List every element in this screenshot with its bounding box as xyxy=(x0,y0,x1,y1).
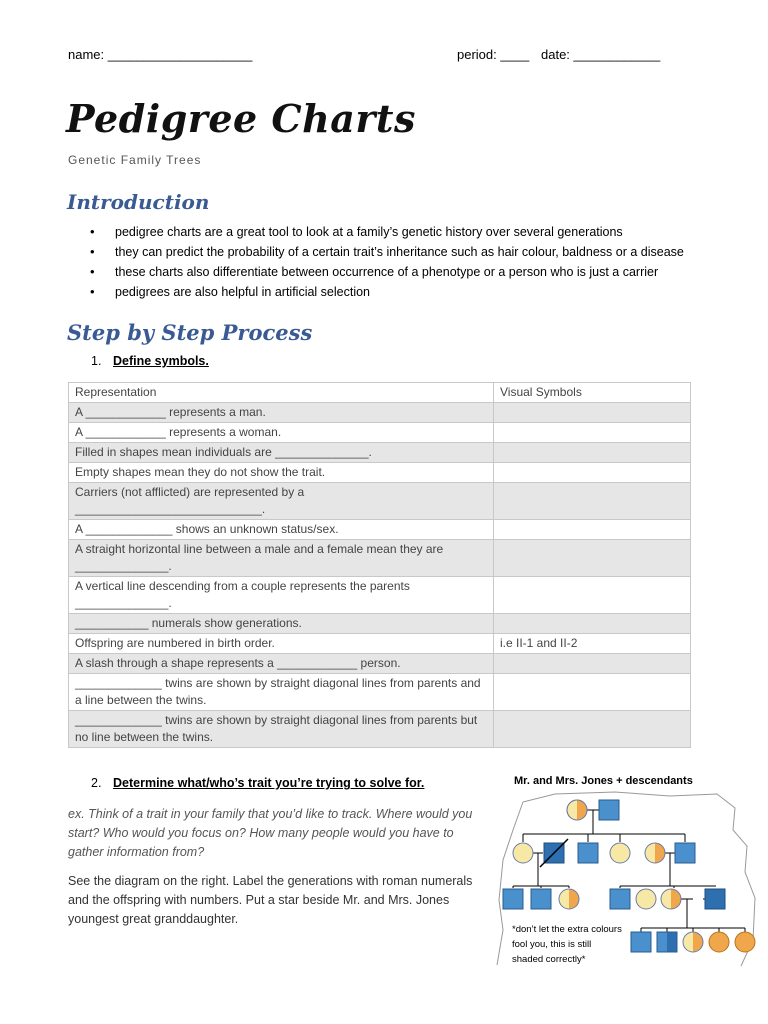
table-cell xyxy=(494,614,691,634)
table-row xyxy=(69,711,691,748)
gen3-male xyxy=(503,889,523,909)
gen2-female-carrier xyxy=(645,843,665,863)
gen2-male xyxy=(675,843,695,863)
gen1-male xyxy=(599,800,619,820)
gen4-female-affected xyxy=(709,932,729,952)
table-cell: i.e II-1 and II-2 xyxy=(494,634,691,654)
intro-bullet-list xyxy=(90,222,684,302)
name-field[interactable]: name: ____________________ xyxy=(68,47,253,62)
table-cell xyxy=(494,443,691,463)
list-item: • pedigree charts are a great tool to look at a family’s genetic history over several generations xyxy=(90,222,684,242)
step-number: 1. xyxy=(91,354,102,368)
table-cell: A vertical line descending from a couple represents the parents ______________. xyxy=(69,577,494,614)
table-cell: Empty shapes mean they do not show the trait. xyxy=(69,463,494,483)
table-cell: Offspring are numbered in birth order. xyxy=(69,634,494,654)
date-field[interactable]: date: ____________ xyxy=(541,47,661,62)
table-cell xyxy=(494,463,691,483)
gen1-female-carrier xyxy=(567,800,587,820)
list-item: • they can predict the probability of a certain trait’s inheritance such as hair colour, baldness or a disease xyxy=(90,242,684,262)
table-cell: A straight horizontal line between a male and a female mean they are ______________. xyxy=(69,540,494,577)
step-number: 2. xyxy=(91,776,102,790)
gen4-female-affected xyxy=(735,932,755,952)
step-text: Determine what/who’s trait you’re trying to solve for. xyxy=(113,776,425,790)
table-cell: _____________ twins are shown by straight diagonal lines from parents but no line between the twins. xyxy=(69,711,494,748)
symbols-table xyxy=(68,382,691,748)
table-row xyxy=(69,403,691,423)
table-row xyxy=(69,614,691,634)
table-cell xyxy=(494,483,691,520)
gen3-female xyxy=(636,889,656,909)
step-text: Define symbols. xyxy=(113,354,209,368)
table-cell: A ____________ represents a woman. xyxy=(69,423,494,443)
table-cell xyxy=(494,403,691,423)
table-cell: A slash through a shape represents a ____________ person. xyxy=(69,654,494,674)
diagram-note: *don’t let the extra colours fool you, this is still shaded correctly* xyxy=(512,924,622,965)
table-row xyxy=(69,520,691,540)
table-cell: Filled in shapes mean individuals are ______________. xyxy=(69,443,494,463)
table-row xyxy=(69,423,691,443)
table-row xyxy=(69,634,691,654)
gen4-female-carrier xyxy=(683,932,703,952)
table-row xyxy=(69,540,691,577)
table-cell: ___________ numerals show generations. xyxy=(69,614,494,634)
gen3-female-carrier xyxy=(661,889,681,909)
table-row xyxy=(69,674,691,711)
process-heading: Step by Step Process xyxy=(67,320,313,345)
page-subtitle: Genetic Family Trees xyxy=(68,153,202,167)
gen3-female-carrier xyxy=(559,889,579,909)
table-cell xyxy=(494,577,691,614)
gen3-male xyxy=(610,889,630,909)
table-cell xyxy=(494,654,691,674)
table-header-visual-symbols: Visual Symbols xyxy=(494,383,691,403)
step-1-heading xyxy=(91,354,209,368)
example-paragraph: ex. Think of a trait in your family that you’d like to track. Where would you start? Who would you focus on? How many people would you have to gather information from? xyxy=(68,807,473,859)
list-item: • pedigrees are also helpful in artificial selection xyxy=(90,282,684,302)
table-cell xyxy=(494,711,691,748)
list-item: • these charts also differentiate between occurrence of a phenotype or a person who is just a carrier xyxy=(90,262,684,282)
table-cell: _____________ twins are shown by straight diagonal lines from parents and a line between the twins. xyxy=(69,674,494,711)
table-cell xyxy=(494,520,691,540)
table-cell xyxy=(494,540,691,577)
table-cell: A _____________ shows an unknown status/sex. xyxy=(69,520,494,540)
diagram-title: Mr. and Mrs. Jones + descendants xyxy=(514,775,693,787)
table-row xyxy=(69,483,691,520)
table-cell xyxy=(494,423,691,443)
table-row xyxy=(69,463,691,483)
table-row xyxy=(69,443,691,463)
intro-heading: Introduction xyxy=(67,190,210,214)
period-field[interactable]: period: ____ xyxy=(457,47,530,62)
gen2-female xyxy=(610,843,630,863)
step-2-heading xyxy=(91,776,424,790)
table-cell xyxy=(494,674,691,711)
table-cell: A ____________ represents a man. xyxy=(69,403,494,423)
table-header-representation: Representation xyxy=(69,383,494,403)
gen2-male-deceased xyxy=(540,839,568,867)
gen3-male xyxy=(531,889,551,909)
gen4-male xyxy=(631,932,651,952)
gen2-male xyxy=(578,843,598,863)
instructions-paragraph: See the diagram on the right. Label the generations with roman numerals and the offspring with numbers. Put a star beside Mr. and Mrs. Jones youngest great granddaughter. xyxy=(68,874,473,926)
table-row xyxy=(69,654,691,674)
page-title: Pedigree Charts xyxy=(66,96,416,141)
gen2-female xyxy=(513,843,533,863)
table-header-row xyxy=(69,383,691,403)
table-cell: Carriers (not afflicted) are represented by a ____________________________. xyxy=(69,483,494,520)
gen3-male-affected xyxy=(705,889,725,909)
gen4-male-affected xyxy=(657,932,677,952)
table-row xyxy=(69,577,691,614)
